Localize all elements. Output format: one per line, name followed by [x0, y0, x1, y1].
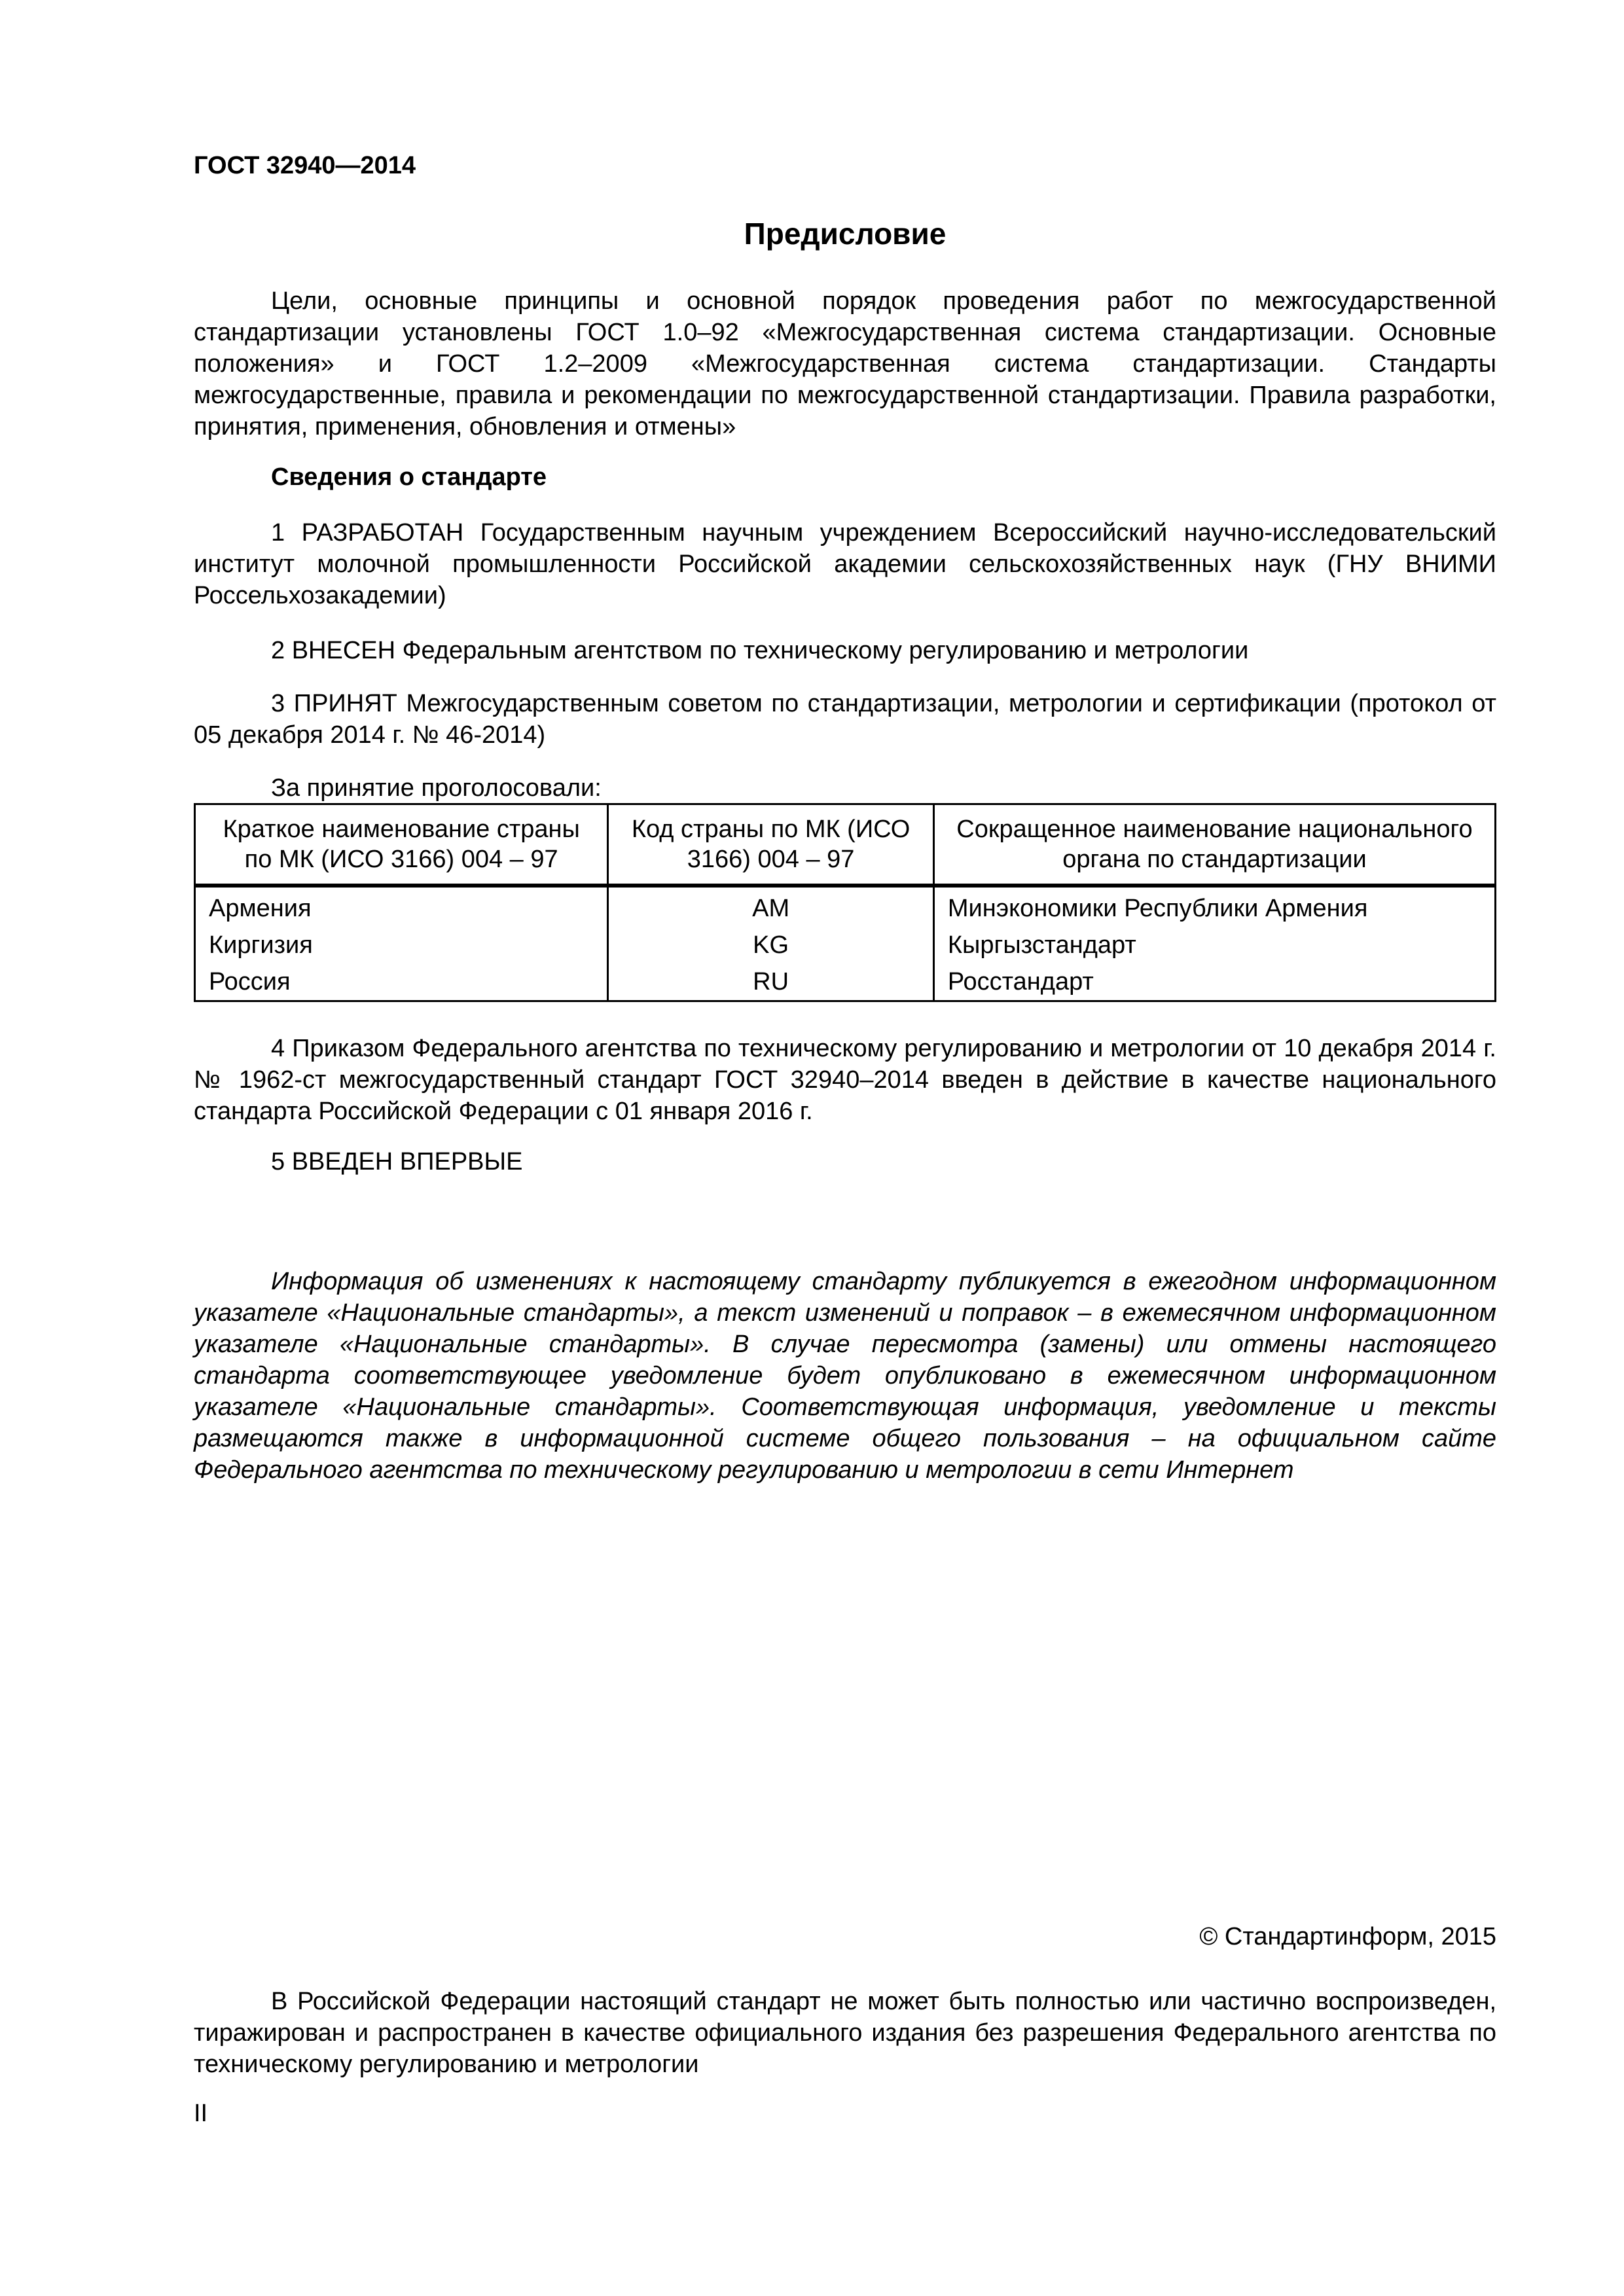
item-first-introduced: 5 ВВЕДЕН ВПЕРВЫЕ: [271, 1148, 523, 1175]
item-enacted: 4 Приказом Федерального агентства по техническому регулированию и метрологии от 10 декабря 2014 г. № 1962-ст межгосударственный стандарт ГОСТ 32940–2014 введен в действие в качестве национального стандарта Российской Федерации с 01 января 2016 г.: [194, 1035, 1496, 1125]
country-code: AM: [608, 886, 934, 927]
copyright: © Стандартинформ, 2015: [1199, 1923, 1496, 1950]
table-row: [195, 886, 1496, 927]
standard-info-heading: Сведения о стандарте: [271, 463, 547, 491]
country-name: Киргизия: [195, 927, 608, 963]
item-submitted: 2 ВНЕСЕН Федеральным агентством по техническому регулированию и метрологии: [271, 637, 1249, 664]
item-developed: 1 РАЗРАБОТАН Государственным научным учреждением Всероссийский научно-исследовательский институт молочной промышленности Российской академии сельскохозяйственных наук (ГНУ ВНИМИ Россельхозакадемии): [194, 519, 1496, 609]
country-name: Россия: [195, 963, 608, 1001]
country-code: KG: [608, 927, 934, 963]
intro-paragraph: Цели, основные принципы и основной порядок проведения работ по межгосударственной стандартизации установлены ГОСТ 1.0–92 «Межгосударственная система стандартизации. Основные положения» и ГОСТ 1.2–2009 «Межгосударственная система стандартизации. Стандарты межгосударственные, правила и рекомендации по межгосударственной стандартизации. Правила разработки, принятия, применения, обновления и отмены»: [194, 287, 1496, 440]
table-header-row: [195, 804, 1496, 886]
page-title: Предисловие: [744, 217, 947, 251]
voting-countries-table: [194, 803, 1496, 1002]
column-header-country: Краткое наименование страны по МК (ИСО 3166) 004 – 97: [195, 804, 608, 886]
document-page: [194, 0, 1496, 2296]
item-adopted: 3 ПРИНЯТ Межгосударственным советом по стандартизации, метрологии и сертификации (протокол от 05 декабря 2014 г. № 46-2014): [194, 690, 1496, 749]
country-name: Армения: [195, 886, 608, 927]
page-number: II: [194, 2100, 208, 2127]
standards-body: Кыргызстандарт: [933, 927, 1495, 963]
table-row: [195, 963, 1496, 1001]
standards-body: Росстандарт: [933, 963, 1495, 1001]
standard-header: ГОСТ 32940—2014: [194, 152, 416, 179]
standards-body: Минэкономики Республики Армения: [933, 886, 1495, 927]
column-header-body: Сокращенное наименование национального органа по стандартизации: [933, 804, 1495, 886]
country-code: RU: [608, 963, 934, 1001]
changes-information: Информация об изменениях к настоящему стандарту публикуется в ежегодном информационном указателе «Национальные стандарты», а текст изменений и поправок – в ежемесячном информационном указателе «Национальные стандарты». В случае пересмотра (замены) или отмены настоящего стандарта соответствующее уведомление будет опубликовано в ежемесячном информационном указателе «Национальные стандарты». Соответствующая информация, уведомление и тексты размещаются также в информационной системе общего пользования – на официальном сайте Федерального агентства по техническому регулированию и метрологии в сети Интернет: [194, 1268, 1496, 1484]
vote-label: За принятие проголосовали:: [271, 774, 602, 802]
column-header-code: Код страны по МК (ИСО 3166) 004 – 97: [608, 804, 934, 886]
table-row: [195, 927, 1496, 963]
reproduction-notice: В Российской Федерации настоящий стандарт не может быть полностью или частично воспроизведен, тиражирован и распространен в качестве официального издания без разрешения Федерального агентства по техническому регулированию и метрологии: [194, 1988, 1496, 2078]
